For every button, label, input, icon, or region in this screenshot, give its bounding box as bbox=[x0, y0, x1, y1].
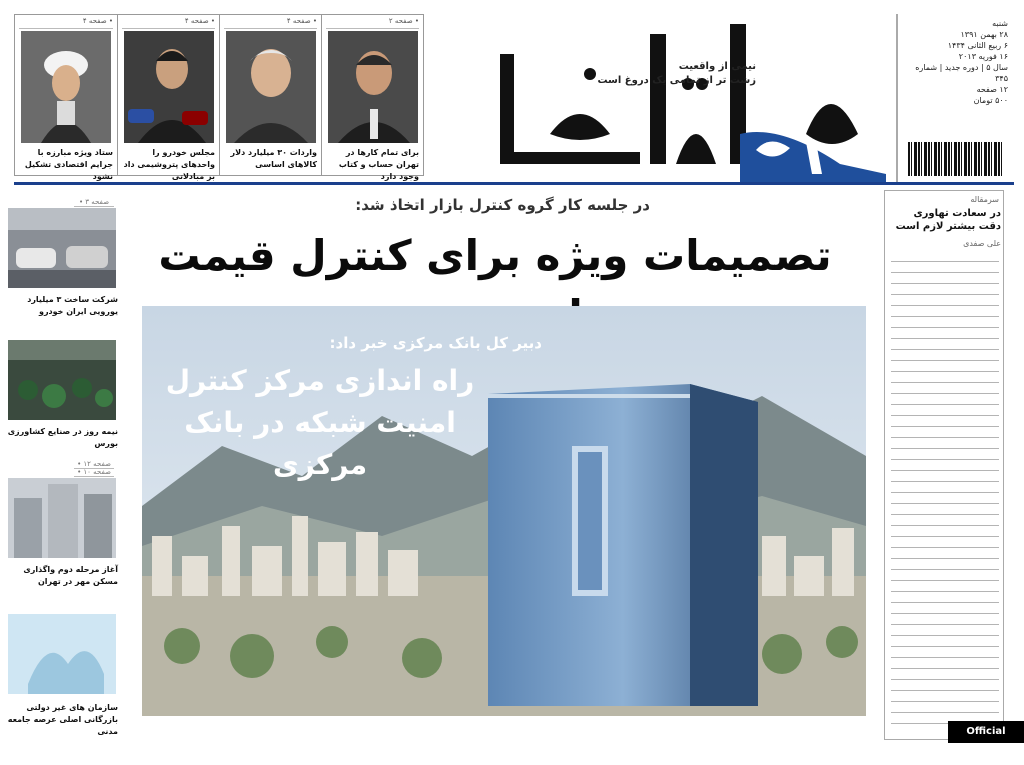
left-story-2[interactable] bbox=[6, 336, 118, 472]
thumb-caption: ستاد ویژه مبارزه با جرایم اقتصادی تشکیل نشود bbox=[24, 148, 113, 181]
central-bank-photo[interactable] bbox=[142, 306, 866, 716]
thumb-story-1[interactable] bbox=[15, 15, 117, 181]
thumb-page-tag: • صفحه ۲ bbox=[326, 17, 419, 29]
thumb-page-tag: • صفحه ۴ bbox=[19, 17, 113, 29]
date-line: ۶ ربیع الثانی ۱۴۳۴ bbox=[947, 41, 1008, 50]
thumb-page-tag: • صفحه ۴ bbox=[224, 17, 317, 29]
newspaper-logo bbox=[440, 14, 886, 184]
thumb-photo-official bbox=[226, 31, 316, 143]
editorial-author: علی صفدی bbox=[963, 239, 1001, 248]
tagline-line-2: زشت تر از تمامی یک دروغ است bbox=[597, 75, 756, 86]
thumb-photo-speaker bbox=[124, 31, 214, 143]
editorial-column[interactable] bbox=[884, 190, 1004, 740]
date-line: شنبه bbox=[992, 19, 1008, 28]
housing-photo bbox=[8, 478, 116, 558]
thumb-story-2[interactable] bbox=[117, 15, 219, 181]
main-kicker: در جلسه کار گروه کنترل بازار اتخاذ شد: bbox=[355, 196, 650, 214]
thumb-story-3[interactable] bbox=[219, 15, 321, 175]
editorial-title: در سعادت تهاوری دقت بیشتر لازم است bbox=[895, 208, 1001, 232]
left-story-4[interactable] bbox=[6, 614, 118, 736]
photo-headline[interactable]: راه اندازی مرکز کنترل امنیت شبکه در بانک مرکزی bbox=[165, 364, 475, 481]
story-page-mark: • صفحه ۳ bbox=[74, 198, 114, 207]
barcode-icon bbox=[908, 142, 1004, 176]
thumb-photo-mayor bbox=[328, 31, 418, 143]
story-page-mark: • صفحه ۱۰ bbox=[74, 468, 114, 477]
masthead[interactable] bbox=[440, 14, 886, 184]
greenhouse-photo bbox=[8, 340, 116, 420]
masthead-tagline bbox=[456, 60, 756, 88]
tagline-line-1: نیمی از واقعیت bbox=[678, 61, 756, 72]
thumb-photo-cleric bbox=[21, 31, 111, 143]
thumb-page-tag: • صفحه ۴ bbox=[122, 17, 215, 29]
date-line: ۲۸ بهمن ۱۳۹۱ bbox=[960, 30, 1008, 39]
date-line: سال ۵ | دوره جدید | شماره ۳۴۵ bbox=[915, 63, 1008, 83]
editorial-body-text bbox=[891, 261, 999, 731]
thumb-caption: برای تمام کارها در تهران حساب و کتاب وجود دارد bbox=[338, 148, 419, 181]
story-caption: آغاز مرحله دوم واگذاری مسکن مهر در تهران bbox=[23, 565, 118, 586]
story-page-mark: • صفحه ۱۲ bbox=[74, 460, 114, 469]
top-story-strip bbox=[14, 14, 424, 181]
story-caption: شرکت ساخت ۳ میلیارد یورویی ایران خودرو bbox=[27, 295, 118, 316]
editorial-label: سرمقاله bbox=[970, 195, 999, 204]
header-divider bbox=[14, 182, 1014, 185]
car-factory-photo bbox=[8, 208, 116, 288]
thumb-story-4[interactable] bbox=[321, 15, 423, 181]
left-news-column bbox=[6, 196, 118, 736]
photo-kicker: دبیر کل بانک مرکزی خبر داد: bbox=[329, 334, 542, 352]
date-line: ۱۶ فوریه ۲۰۱۳ bbox=[958, 52, 1008, 61]
main-headline[interactable]: تصمیمات ویژه برای کنترل قیمت bbox=[158, 231, 832, 280]
official-website-credit: Official website bbox=[948, 721, 1024, 743]
date-line: ۵۰۰ تومان bbox=[973, 96, 1008, 105]
date-line: ۱۲ صفحه bbox=[976, 85, 1008, 94]
thumb-caption: مجلس خودرو را واحدهای پتروشیمی داد بر مبادلاتی bbox=[123, 148, 215, 181]
story-caption: نیمه روز در صنایع کشاورزی بورس bbox=[7, 427, 118, 448]
left-story-1[interactable] bbox=[6, 196, 118, 336]
ngo-photo bbox=[8, 614, 116, 694]
left-story-3[interactable] bbox=[6, 468, 118, 606]
story-caption: سازمان های غیر دولتی بازرگانی اصلی عرصه جامعه مدنی bbox=[7, 703, 118, 736]
thumb-caption: واردات ۳۰ میلیارد دلار کالاهای اساسی bbox=[230, 148, 317, 169]
issue-date-block bbox=[896, 14, 1014, 184]
